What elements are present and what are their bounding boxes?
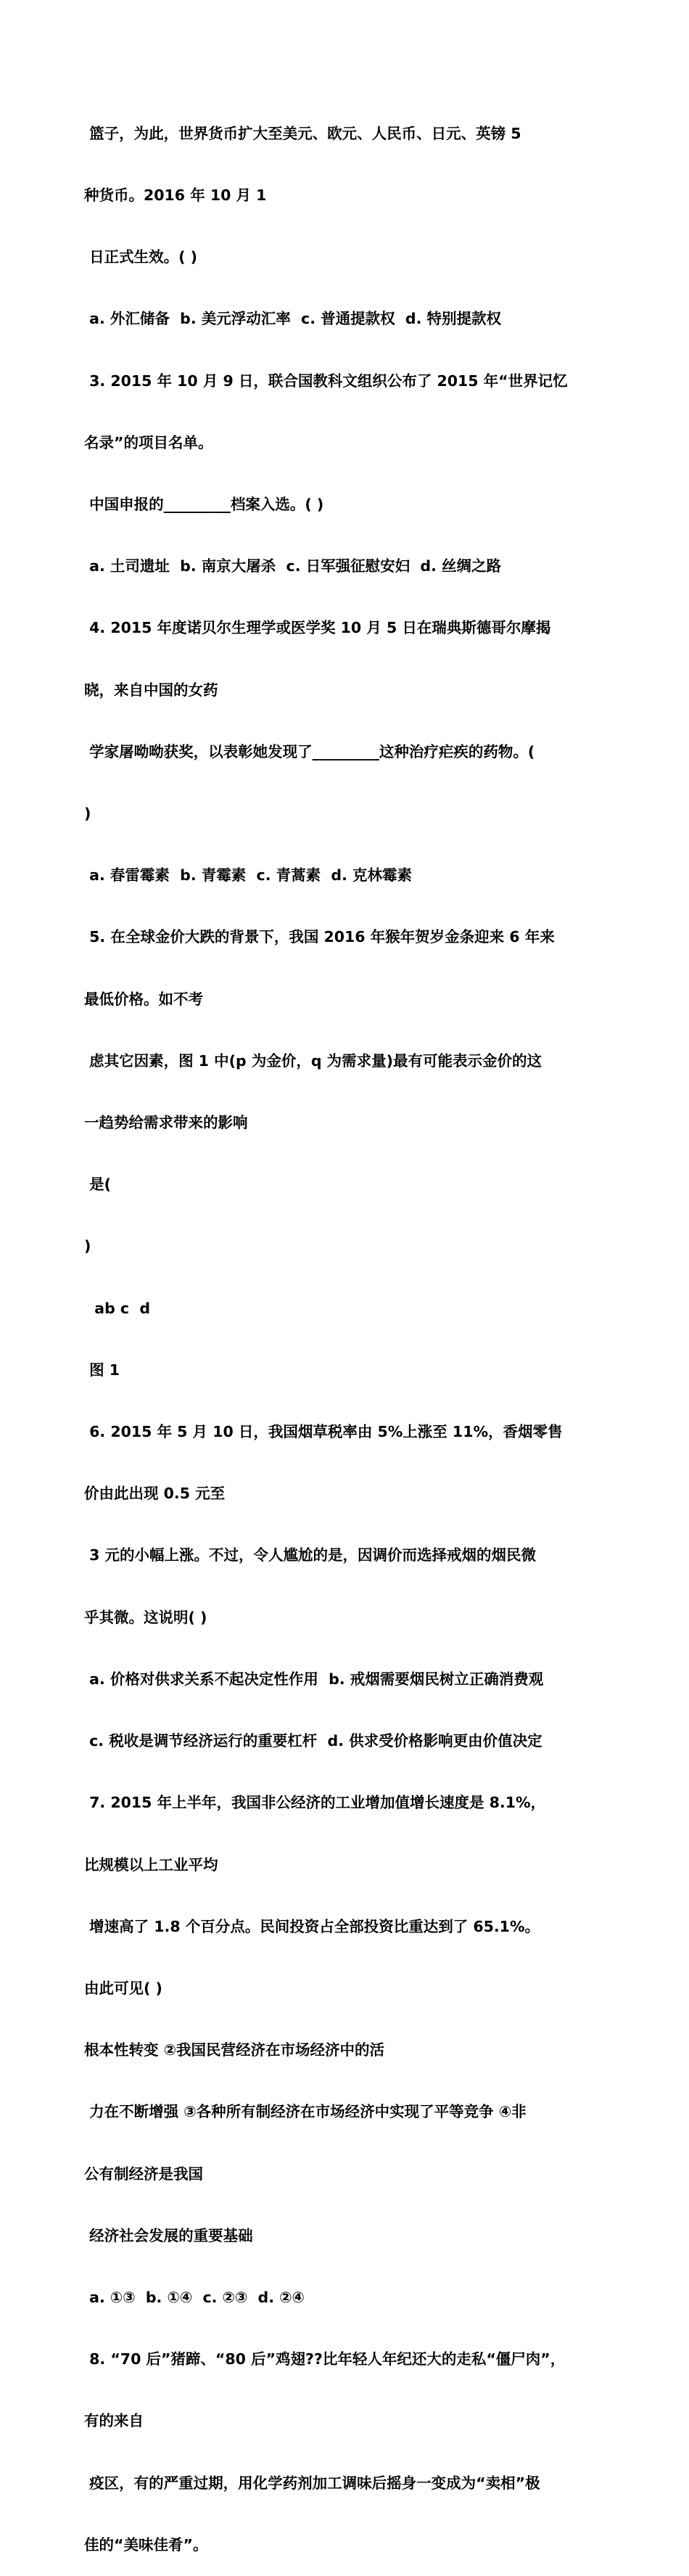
text-line: 一趋势给需求带来的影响 [84,1114,248,1132]
text-line: 增速高了 1.8 个百分点。民间投资占全部投资比重达到了 65.1%。 [84,1917,540,1935]
text-line: c. 税收是调节经济运行的重要杠杆 d. 供求受价格影响更由价值决定 [84,1732,542,1750]
text-line: 根本性转变 ②我国民营经济在市场经济中的活 [84,2041,384,2059]
text-line: 是( [84,1176,112,1194]
text-line: 虑其它因素，图 1 中(p 为金价，q 为需求量)最有可能表示金价的这 [84,1051,542,1070]
text-line: 价由此出现 0.5 元至 [84,1485,226,1503]
text-line: 比规模以上工业平均 [84,1855,218,1874]
text-line: 乎其微。这说明( ) [84,1608,207,1626]
text-line: 5. 在全球金价大跌的背景下，我国 2016 年猴年贺岁金条迎来 6 年来 [84,928,555,946]
text-line: 中国申报的_________档案入选。( ) [84,496,324,514]
text-line: 篮子，为此，世界货币扩大至美元、欧元、人民币、日元、英镑 5 [84,124,521,142]
text-line: ) [84,805,91,823]
text-line: 公有制经济是我国 [84,2165,203,2183]
text-line: 8. “70 后”猪蹄、“80 后”鸡翅??比年轻人年纪还大的走私“僵尸肉”， [84,2350,566,2368]
document-body [84,82,609,2576]
text-line: 3. 2015 年 10 月 9 日，联合国教科文组织公布了 2015 年“世界记忆 [84,372,568,390]
text-line: a. ①③ b. ①④ c. ②③ d. ②④ [84,2288,305,2306]
text-line: 7. 2015 年上半年，我国非公经济的工业增加值增长速度是 8.1%， [84,1794,546,1812]
text-line: 疫区，有的严重过期，用化学药剂加工调味后摇身一变成为“卖相”极 [84,2474,540,2492]
text-line: 日正式生效。( ) [84,248,198,266]
text-line: a. 春雷霉素 b. 青霉素 c. 青蒿素 d. 克林霉素 [84,866,412,885]
text-line: 3 元的小幅上涨。不过，令人尴尬的是，因调价而选择戒烟的烟民微 [84,1546,537,1564]
text-line: 种货币。2016 年 10 月 1 [84,186,267,205]
text-line: 4. 2015 年度诺贝尔生理学或医学奖 10 月 5 日在瑞典斯德哥尔摩揭 [84,619,551,637]
text-line: ab c d [84,1299,151,1317]
text-line: a. 价格对供求关系不起决定性作用 b. 戒烟需要烟民树立正确消费观 [84,1670,544,1688]
text-line: 经济社会发展的重要基础 [84,2226,253,2244]
text-line: 学家屠呦呦获奖，以表彰她发现了_________这种治疗疟疾的药物。( [84,742,535,760]
text-line: 力在不断增强 ③各种所有制经济在市场经济中实现了平等竞争 ④非 [84,2103,527,2121]
text-line: ) [84,1237,91,1255]
text-line: 图 1 [84,1361,120,1379]
text-line: 有的来自 [84,2412,144,2430]
text-line: 由此可见( ) [84,1979,162,1997]
text-line: a. 外汇储备 b. 美元浮动汇率 c. 普通提款权 d. 特别提款权 [84,310,501,328]
text-line: 晓，来自中国的女药 [84,681,218,699]
text-line: 名录”的项目名单。 [84,433,213,451]
text-line: a. 土司遗址 b. 南京大屠杀 c. 日军强征慰安妇 d. 丝绸之路 [84,557,501,575]
text-line: 佳的“美味佳肴”。 [84,2535,208,2554]
text-line: 6. 2015 年 5 月 10 日，我国烟草税率由 5%上涨至 11%，香烟零售 [84,1423,563,1441]
text-line: 最低价格。如不考 [84,990,203,1008]
